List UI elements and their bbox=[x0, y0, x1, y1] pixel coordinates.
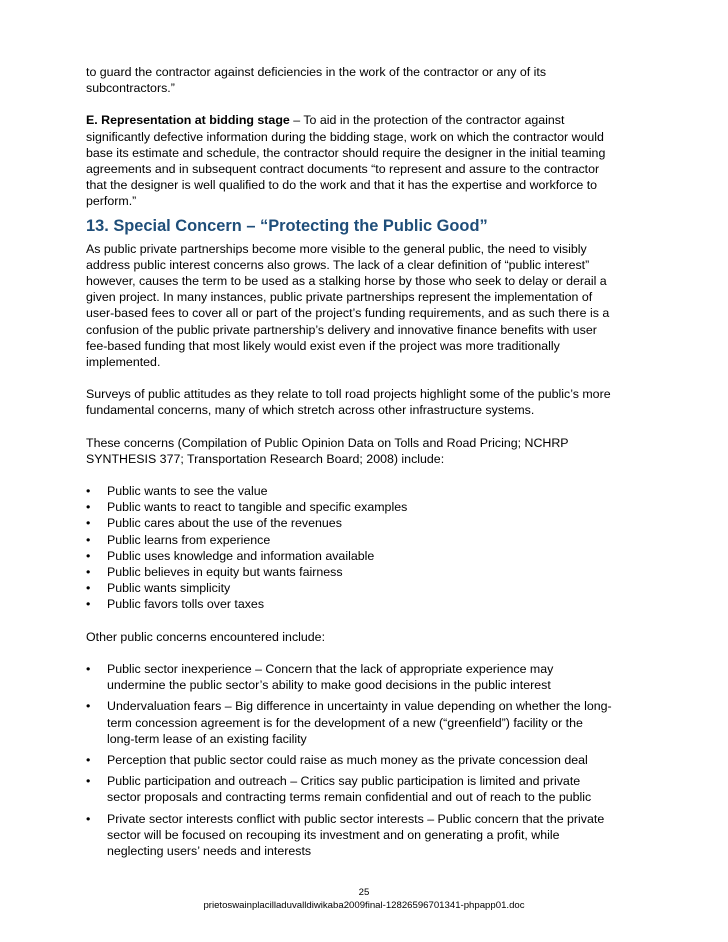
bullet-icon: • bbox=[86, 565, 91, 580]
list-item-line: sector proposals and contracting terms remain confidential and out of reach to the public bbox=[107, 790, 592, 805]
list-item-text: Public believes in equity but wants fairness bbox=[107, 565, 343, 580]
paragraph-gap bbox=[86, 467, 648, 483]
bullet-icon: • bbox=[86, 811, 91, 826]
list-item-text: Public learns from experience bbox=[107, 532, 271, 547]
section-13-paragraph-1 bbox=[86, 241, 648, 371]
section-13-paragraph-2 bbox=[86, 386, 648, 418]
bullet-icon: • bbox=[86, 699, 91, 714]
list-item-text: Public cares about the use of the revenues bbox=[107, 516, 342, 531]
section-e-line: that the designer is well qualified to do the work and that it has the expertise and workforce to bbox=[86, 178, 598, 193]
paragraph-line: however, causes the term to be used as a stalking horse by those who seek to delay or derail a bbox=[86, 274, 607, 289]
paragraph-line: fee-based funding that most likely would exist even if the project was more traditionally bbox=[86, 338, 560, 353]
list-item-text: Public wants to react to tangible and specific examples bbox=[107, 500, 408, 515]
paragraph-gap bbox=[86, 645, 648, 661]
bullet-icon: • bbox=[86, 532, 91, 547]
paragraph-line: As public private partnerships become more visible to the general public, the need to visibly bbox=[86, 241, 587, 256]
bullet-icon: • bbox=[86, 516, 91, 531]
document-page bbox=[86, 64, 648, 864]
list-item bbox=[86, 811, 648, 860]
list-item bbox=[86, 773, 648, 805]
section-e-heading: E. Representation at bidding stage bbox=[86, 113, 290, 128]
bullet-icon: • bbox=[86, 581, 91, 596]
list-item-line: long-term lease of an existing facility bbox=[107, 731, 307, 746]
section-e-line: perform.” bbox=[86, 194, 137, 209]
section-e-line: significantly defective information during the bidding stage, work on which the contractor would bbox=[86, 129, 604, 144]
list-item bbox=[86, 483, 648, 499]
paragraph-line: fundamental concerns, many of which stretch across other infrastructure systems. bbox=[86, 403, 535, 418]
section-e-line: – To aid in the protection of the contractor against bbox=[289, 113, 565, 128]
paragraph-gap bbox=[86, 96, 648, 112]
intro-paragraph bbox=[86, 64, 648, 96]
paragraph-line: user-based fees to cover all or part of the project’s funding requirements, and as such there is a bbox=[86, 306, 610, 321]
list-item-line: Undervaluation fears – Big difference in uncertainty in value depending on whether the long- bbox=[107, 699, 612, 714]
list-item-line: term concession agreement is for the development of a new (“greenfield”) facility or the bbox=[107, 715, 583, 730]
list-item-line: undermine the public sector’s ability to make good decisions in the public interest bbox=[107, 678, 551, 693]
list-item bbox=[86, 580, 648, 596]
list-item bbox=[86, 752, 648, 768]
list-item-line: Perception that public sector could raise as much money as the private concession deal bbox=[107, 752, 588, 767]
list-item bbox=[86, 698, 648, 747]
list-item-line: Private sector interests conflict with public sector interests – Public concern that the private bbox=[107, 811, 605, 826]
other-concerns-list bbox=[86, 661, 648, 859]
paragraph-line: implemented. bbox=[86, 355, 161, 370]
bullet-icon: • bbox=[86, 484, 91, 499]
bullet-icon: • bbox=[86, 548, 91, 563]
list-item-text: Public wants to see the value bbox=[107, 484, 268, 499]
bullet-icon: • bbox=[86, 752, 91, 767]
list-item-text: Public wants simplicity bbox=[107, 581, 231, 596]
paragraph-line: address public interest concerns also grows. The lack of a clear definition of “public interest” bbox=[86, 257, 590, 272]
section-13-title: 13. Special Concern – “Protecting the Public Good” bbox=[86, 216, 488, 235]
list-item-line: Public sector inexperience – Concern that the lack of appropriate experience may bbox=[107, 661, 554, 676]
intro-line: to guard the contractor against deficiencies in the work of the contractor or any of its bbox=[86, 65, 547, 79]
page-number: 25 bbox=[358, 887, 370, 898]
list-item bbox=[86, 564, 648, 580]
list-item-line: Public participation and outreach – Critics say public participation is limited and private bbox=[107, 774, 581, 789]
intro-line: subcontractors.” bbox=[86, 81, 175, 96]
list-item bbox=[86, 548, 648, 564]
section-e-line: agreements and in subsequent contract documents “to represent and assure to the contractor bbox=[86, 162, 600, 177]
concerns-list bbox=[86, 483, 648, 613]
section-e-paragraph bbox=[86, 112, 648, 209]
paragraph-line: given project. In many instances, public private partnerships represent the implementation of bbox=[86, 290, 593, 305]
paragraph-line: confusion of the public private partnership’s delivery and innovative finance benefits with user bbox=[86, 322, 597, 337]
other-concerns-intro: Other public concerns encountered include: bbox=[86, 629, 326, 644]
bullet-icon: • bbox=[86, 597, 91, 612]
paragraph-gap bbox=[86, 613, 648, 629]
section-e-line: base its estimate and schedule, the contractor should require the designer in the initial teaming bbox=[86, 145, 606, 160]
paragraph-line: These concerns (Compilation of Public Opinion Data on Tolls and Road Pricing; NCHRP bbox=[86, 435, 569, 450]
list-item-line: sector will be focused on recouping its investment and on generating a profit, while bbox=[107, 827, 560, 842]
footer-file-name: prietoswainplacilladuvalldiwikaba2009final-12826596701341-phpapp01.doc bbox=[203, 900, 525, 911]
paragraph-line: Surveys of public attitudes as they relate to toll road projects highlight some of the public’s more bbox=[86, 387, 611, 402]
list-item bbox=[86, 596, 648, 612]
paragraph-gap bbox=[86, 419, 648, 435]
list-item-line: neglecting users’ needs and interests bbox=[107, 843, 312, 858]
bullet-icon: • bbox=[86, 500, 91, 515]
list-item bbox=[86, 515, 648, 531]
bullet-icon: • bbox=[86, 774, 91, 789]
paragraph-line: SYNTHESIS 377; Transportation Research Board; 2008) include: bbox=[86, 451, 445, 466]
bullet-icon: • bbox=[86, 661, 91, 676]
paragraph-gap bbox=[86, 370, 648, 386]
list-item bbox=[86, 661, 648, 693]
list-item-text: Public favors tolls over taxes bbox=[107, 597, 265, 612]
list-item bbox=[86, 499, 648, 515]
section-13-paragraph-3 bbox=[86, 435, 648, 467]
list-item bbox=[86, 532, 648, 548]
list-item-text: Public uses knowledge and information available bbox=[107, 548, 375, 563]
